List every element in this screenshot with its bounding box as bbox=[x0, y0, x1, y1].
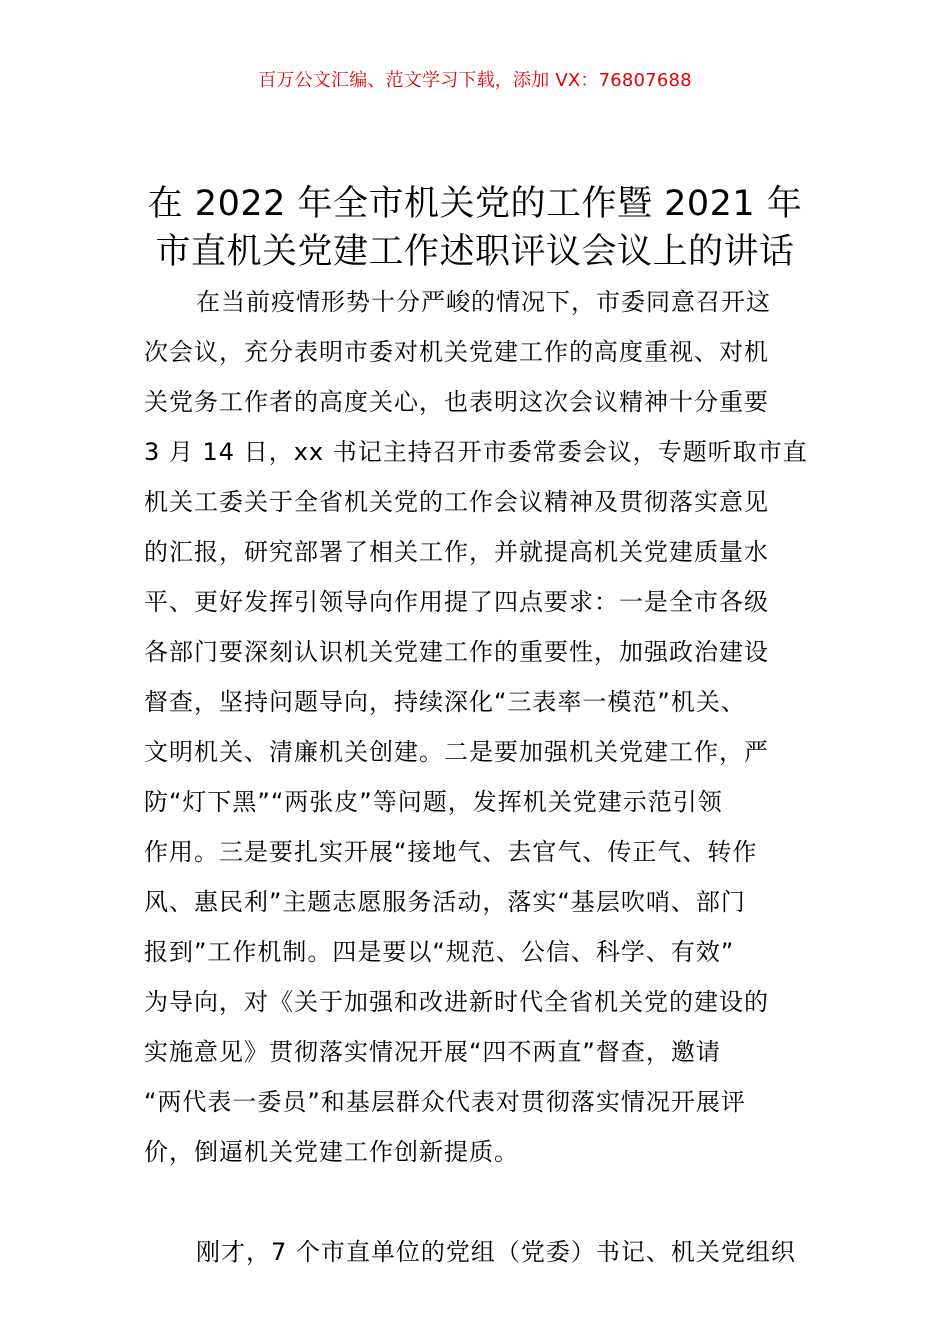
text-line: 次会议，充分表明市委对机关党建工作的高度重视、对机 bbox=[144, 338, 769, 366]
text-line: 机关工委关于全省机关党的工作会议精神及贯彻落实意见 bbox=[144, 488, 769, 516]
text-line: 实施意见》贯彻落实情况开展“四不两直”督查，邀请 bbox=[144, 1038, 721, 1066]
text-line: 平、更好发挥引领导向作用提了四点要求：一是全市各级 bbox=[144, 588, 769, 616]
text-line: 关党务工作者的高度关心，也表明这次会议精神十分重要 bbox=[144, 388, 769, 416]
text-line: 价，倒逼机关党建工作创新提质。 bbox=[144, 1138, 519, 1166]
text-line: 督查，坚持问题导向，持续深化“三表率一模范”机关、 bbox=[144, 688, 746, 716]
text-line: 的汇报，研究部署了相关工作，并就提高机关党建质量水 bbox=[144, 538, 769, 566]
title-line-1: 在 2022 年全市机关党的工作暨 2021 年 bbox=[147, 184, 803, 224]
text-line: 3 月 14 日，xx 书记主持召开市委常委会议，专题听取市直 bbox=[144, 438, 808, 466]
text-line: 报到”工作机制。四是要以“规范、公信、科学、有效” bbox=[144, 938, 735, 966]
text-line: 作用。三是要扎实开展“接地气、去官气、传正气、转作 bbox=[144, 838, 758, 866]
document-title bbox=[120, 180, 830, 276]
document-body bbox=[144, 277, 808, 1277]
text-line: 防“灯下黑”“两张皮”等问题，发挥机关党建示范引领 bbox=[144, 788, 723, 816]
paragraph-1 bbox=[144, 277, 808, 1177]
text-line: 风、惠民利”主题志愿服务活动，落实“基层吹哨、部门 bbox=[144, 888, 746, 916]
header-banner: 百万公文汇编、范文学习下载，添加 VX：76807688 bbox=[258, 70, 692, 91]
paragraph-2 bbox=[144, 1227, 808, 1277]
text-line: 各部门要深刻认识机关党建工作的重要性，加强政治建设 bbox=[144, 638, 769, 666]
text-line: 为导向，对《关于加强和改进新时代全省机关党的建设的 bbox=[144, 988, 769, 1016]
title-line-2: 市直机关党建工作述职评议会议上的讲话 bbox=[155, 232, 795, 272]
text-line: 在当前疫情形势十分严峻的情况下，市委同意召开这 bbox=[196, 288, 771, 316]
text-line: 文明机关、清廉机关创建。二是要加强机关党建工作，严 bbox=[144, 738, 769, 766]
paragraph-spacer bbox=[144, 1177, 808, 1227]
text-line: “两代表一委员”和基层群众代表对贯彻落实情况开展评 bbox=[144, 1088, 746, 1116]
text-line: 刚才，7 个市直单位的党组（党委）书记、机关党组织 bbox=[196, 1238, 796, 1266]
